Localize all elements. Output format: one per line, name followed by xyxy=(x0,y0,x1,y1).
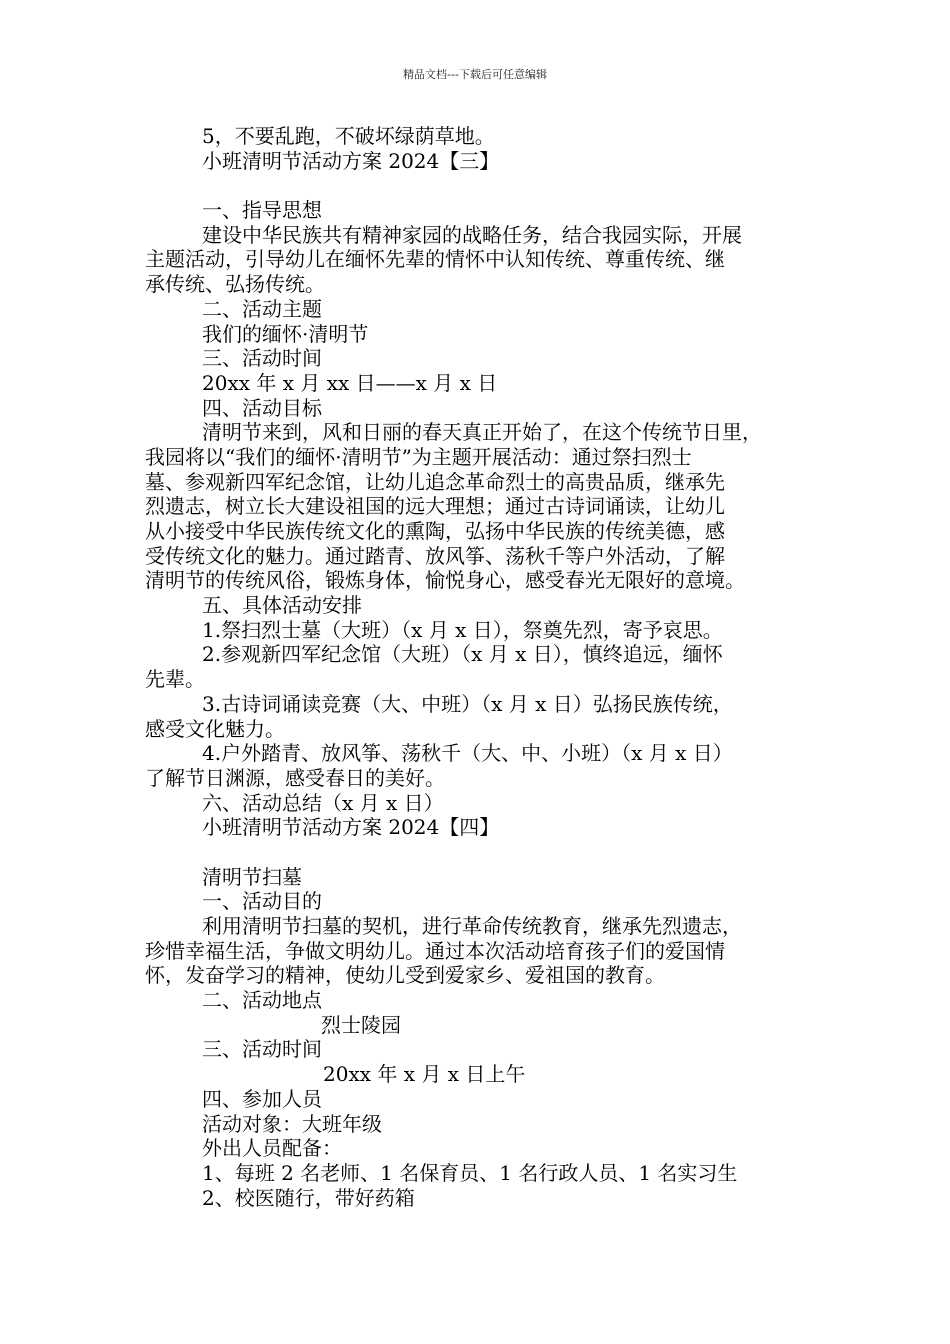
list-item: 5，不要乱跑，不破坏绿荫草地。 xyxy=(202,124,495,148)
blank-line xyxy=(145,840,825,865)
list-item: 1、每班 2 名老师、1 名保育员、1 名行政人员、1 名实习生 xyxy=(202,1160,738,1185)
heading: 二、活动地点 xyxy=(202,988,322,1013)
heading: 四、参加人员 xyxy=(202,1086,322,1111)
paragraph-line: 墓、参观新四军纪念馆，让幼儿追念革命烈士的高贵品质，继承先 xyxy=(145,469,725,494)
heading: 一、活动目的 xyxy=(202,889,322,914)
paragraph-line: 我们的缅怀·清明节 xyxy=(202,321,369,346)
list-item: 2、校医随行，带好药箱 xyxy=(202,1185,415,1210)
paragraph-line: 珍惜幸福生活，争做文明幼儿。通过本次活动培育孩子们的爱国情 xyxy=(145,938,725,963)
list-item: 2.参观新四军纪念馆（大班）（x 月 x 日），慎终追远，缅怀 xyxy=(202,642,723,667)
paragraph-line: 20xx 年 x 月 x 日上午 xyxy=(323,1062,526,1087)
paragraph-line: 清明节扫墓 xyxy=(202,864,302,889)
paragraph-line: 外出人员配备： xyxy=(202,1136,342,1161)
paragraph-line: 先辈。 xyxy=(145,667,205,692)
list-item: 3.古诗词诵读竞赛（大、中班）（x 月 x 日）弘扬民族传统， xyxy=(202,691,733,716)
heading: 六、活动总结（x 月 x 日） xyxy=(202,790,444,815)
document-body xyxy=(145,124,825,1210)
heading: 四、活动目标 xyxy=(202,395,322,420)
heading: 五、具体活动安排 xyxy=(202,593,362,618)
paragraph-line: 承传统、弘扬传统。 xyxy=(145,272,325,297)
paragraph-line: 清明节来到，风和日丽的春天真正开始了，在这个传统节日里， xyxy=(202,420,762,445)
paragraph-line: 了解节日渊源，感受春日的美好。 xyxy=(145,765,445,790)
heading: 三、活动时间 xyxy=(202,1037,322,1062)
paragraph-line: 我园将以“我们的缅怀·清明节”为主题开展活动：通过祭扫烈士 xyxy=(145,444,692,469)
paragraph-line: 从小接受中华民族传统文化的熏陶，弘扬中华民族的传统美德，感 xyxy=(145,519,725,543)
paragraph-line: 利用清明节扫墓的契机，进行革命传统教育，继承先烈遗志， xyxy=(202,914,742,938)
paragraph-line: 受传统文化的魅力。通过踏青、放风筝、荡秋千等户外活动，了解 xyxy=(145,543,725,568)
paragraph-line: 烈士陵园 xyxy=(321,1012,401,1037)
heading: 一、指导思想 xyxy=(202,198,322,223)
blank-line xyxy=(145,173,825,198)
page-header: 精品文档---下载后可任意编辑 xyxy=(403,68,547,81)
paragraph-line: 活动对象：大班年级 xyxy=(202,1111,382,1136)
section-title: 小班清明节活动方案 2024【四】 xyxy=(202,815,500,840)
list-item: 1.祭扫烈士墓（大班）（x 月 x 日），祭奠先烈，寄予哀思。 xyxy=(202,617,723,642)
list-item: 4.户外踏青、放风筝、荡秋千（大、中、小班）（x 月 x 日） xyxy=(202,741,733,766)
paragraph-line: 建设中华民族共有精神家园的战略任务，结合我园实际，开展 xyxy=(202,222,742,247)
section-title: 小班清明节活动方案 2024【三】 xyxy=(202,148,500,173)
paragraph-line: 20xx 年 x 月 xx 日——x 月 x 日 xyxy=(202,370,498,395)
paragraph-line: 怀，发奋学习的精神，使幼儿受到爱家乡、爱祖国的教育。 xyxy=(145,963,665,988)
paragraph-line: 烈遗志，树立长大建设祖国的远大理想；通过古诗词诵读，让幼儿 xyxy=(145,494,725,519)
paragraph-line: 清明节的传统风俗，锻炼身体，愉悦身心，感受春光无限好的意境。 xyxy=(145,568,745,593)
paragraph-line: 主题活动，引导幼儿在缅怀先辈的情怀中认知传统、尊重传统、继 xyxy=(145,247,725,272)
heading: 三、活动时间 xyxy=(202,346,322,371)
heading: 二、活动主题 xyxy=(202,296,322,321)
paragraph-line: 感受文化魅力。 xyxy=(145,716,285,741)
